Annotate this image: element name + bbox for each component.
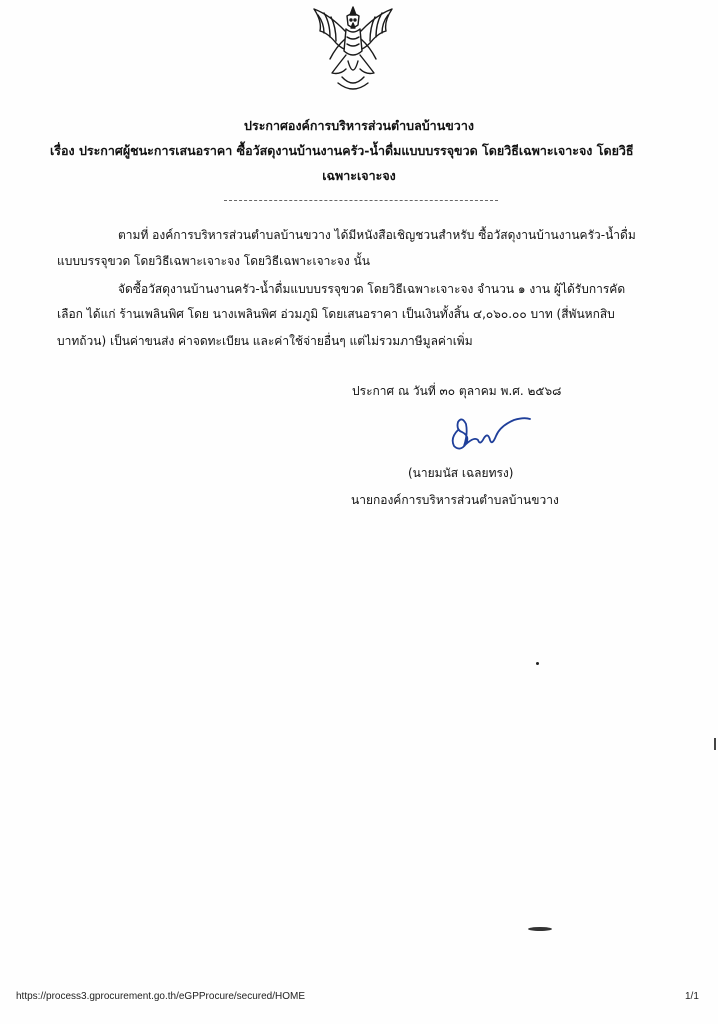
body-line-1: ตามที่ องค์การบริหารส่วนตำบลบ้านขวาง ได้มีหนังสือเชิญชวนสำหรับ ซื้อวัสดุงานบ้านงานครัว-น้ำดื่ม [118, 228, 636, 242]
dashed-divider [224, 200, 498, 201]
garuda-emblem-icon [302, 3, 404, 97]
document-subject: เรื่อง ประกาศผู้ชนะการเสนอราคา ซื้อวัสดุงานบ้านงานครัว-น้ำดื่มแบบบรรจุขวด โดยวิธีเฉพาะเจาะจง โดยวิธี [50, 143, 634, 158]
page-number: 1/1 [685, 991, 699, 1002]
body-line-5: บาทถ้วน) เป็นค่าขนส่ง ค่าจดทะเบียน และค่าใช้จ่ายอื่นๆ แต่ไม่รวมภาษีมูลค่าเพิ่ม [57, 334, 473, 348]
announcement-date: ประกาศ ณ วันที่ ๓๐ ตุลาคม พ.ศ. ๒๕๖๘ [352, 384, 562, 398]
body-line-3: จัดซื้อวัสดุงานบ้านงานครัว-น้ำดื่มแบบบรรจุขวด โดยวิธีเฉพาะเจาะจง จำนวน ๑ งาน ผู้ได้รับการคัด [118, 282, 626, 296]
handwritten-signature-icon [444, 412, 534, 454]
document-subject-continued: เฉพาะเจาะจง [322, 168, 396, 183]
footer-url: https://process3.gprocurement.go.th/eGPProcure/secured/HOME [16, 991, 306, 1002]
document-title: ประกาศองค์การบริหารส่วนตำบลบ้านขวาง [244, 118, 474, 133]
signer-position: นายกองค์การบริหารส่วนตำบลบ้านขวาง [351, 493, 559, 507]
scan-smudge [528, 927, 552, 931]
signer-name: (นายมนัส เฉลยทรง) [408, 466, 514, 480]
body-line-2: แบบบรรจุขวด โดยวิธีเฉพาะเจาะจง โดยวิธีเฉพาะเจาะจง นั้น [57, 254, 370, 268]
body-line-4: เลือก ได้แก่ ร้านเพลินพิศ โดย นางเพลินพิศ อ่วมภูมิ โดยเสนอราคา เป็นเงินทั้งสิ้น ๔,๐๖๐.๐๐ บาท (สี่พันหกสิบ [57, 307, 615, 321]
scan-speck [536, 662, 539, 665]
scan-edge-mark [714, 738, 716, 750]
